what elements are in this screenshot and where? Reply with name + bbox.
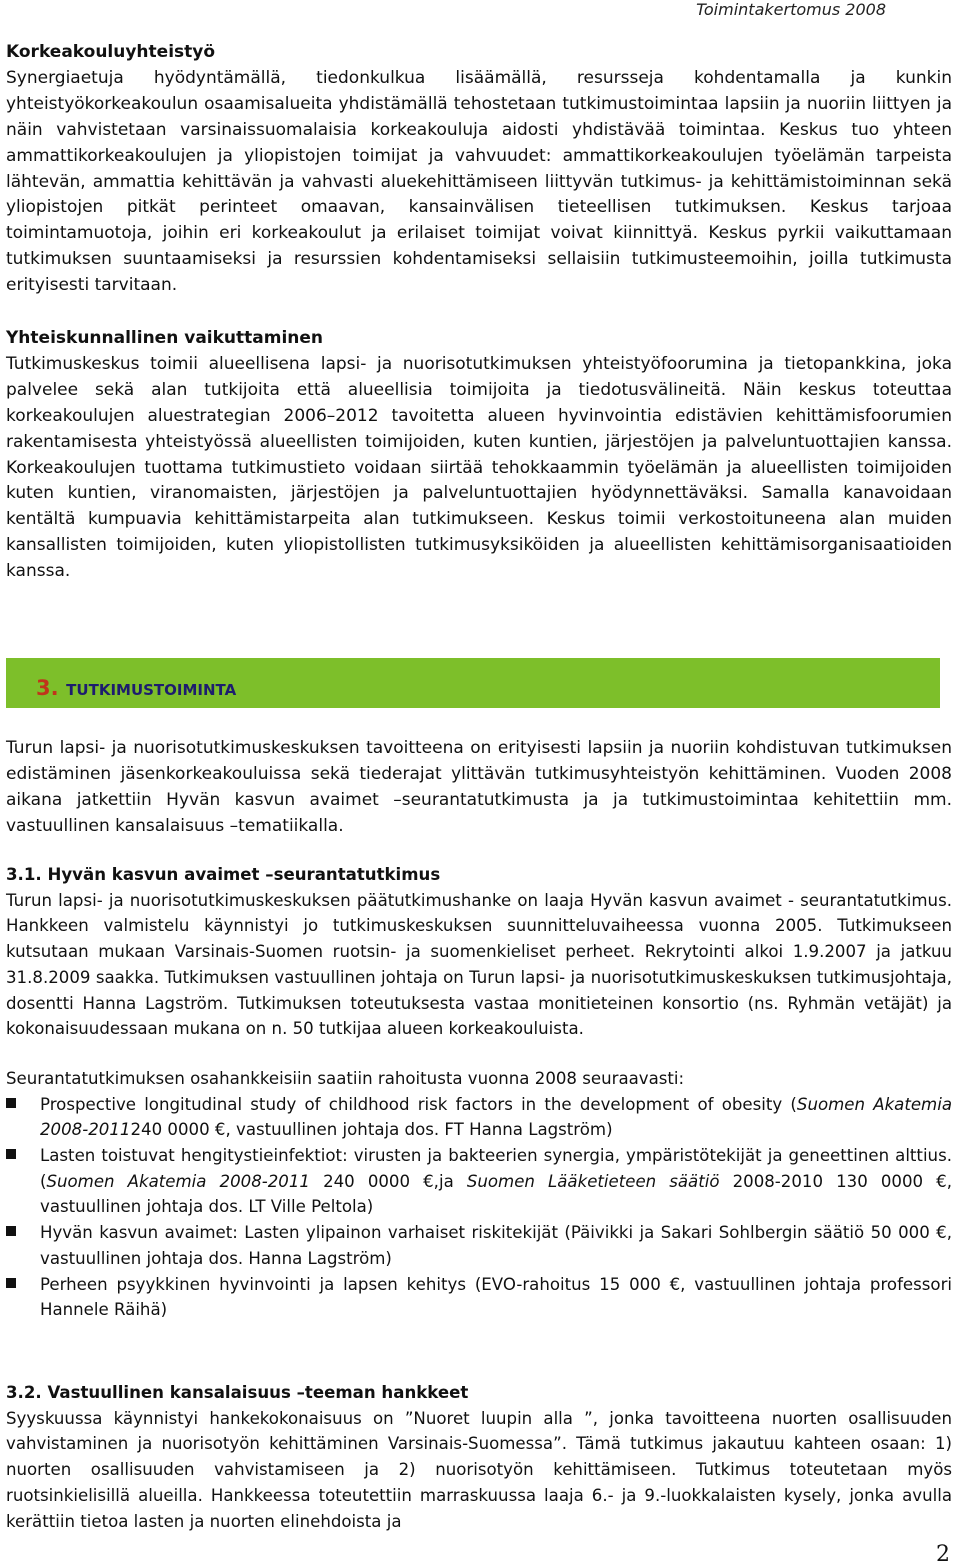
section-heading: 3.1. Hyvän kasvun avaimet –seurantatutkimus <box>6 865 441 884</box>
paragraph: Tutkimuskeskus toimii alueellisena lapsi- ja nuorisotutkimuksen yhteistyöfoorumina ja tietopankkina, joka palvelee sekä alan tutkijoita että alueellisia toimijoita ja tiedotusvälineitä. Näin keskus toteuttaa korkeakoulujen aluestrategian 2006–2012 tavoitetta alueen hyvinvointia edistävien kehittämisfoorumien rakentamisesta yhteistyössä alueellisten toimijoiden, kuten kuntien, järjestöjen ja palveluntuottajien kanssa. Korkeakoulujen tuottama tutkimustieto voidaan siirtää tehokkaammin työelämän ja alueellisten toimijoiden kuten kuntien, viranomaisten, järjestöjen ja palveluntuottajien hyödynnettäväksi. Samalla kanavoidaan kentältä kumpuavia kehittämistarpeita alan tutkimukseen. Keskus toimii verkostoituneena alan muiden kansallisten toimijoiden, kuten yliopistollisten tutkimusyksiköiden ja alueellisten kehittämisorganisaatioiden kanssa. <box>6 353 952 582</box>
section-tutkimus-intro <box>6 736 952 840</box>
chapter-number: 3. <box>36 676 59 700</box>
list-item: Lasten toistuvat hengitystieinfektiot: virusten ja bakteerien synergia, ympäristötekijät ja geneettinen alttius. (Suomen Akatemia 2008-2011 240 0000 €,ja Suomen Lääketieteen säätiö 2008-2010 130 0000 €, vastuullinen johtaja dos. LT Ville Peltola) <box>6 1143 952 1220</box>
chapter-title: TUTKIMUSTOIMINTA <box>66 681 237 699</box>
funding-list <box>6 1092 952 1323</box>
section-korkeakouluyhteistyo <box>6 40 952 299</box>
square-bullet-icon <box>6 1278 16 1288</box>
section-3-2 <box>6 1380 952 1534</box>
paragraph: Turun lapsi- ja nuorisotutkimuskeskuksen päätutkimushanke on laaja Hyvän kasvun avaimet - seurantatutkimus. Hankkeen valmistelu käynnistyi jo tutkimuskeskuksen suunnitteluvaiheessa vuonna 2005. Tutkimukseen kutsutaan mukaan Varsinais-Suomen ruotsin- ja suomenkieliset perheet. Rekrytointi alkoi 1.9.2007 ja jatkuu 31.8.2009 saakka. Tutkimuksen vastuullinen johtaja on Turun lapsi- ja nuorisotutkimuskeskuksen tutkimusjohtaja, dosentti Hanna Lagström. Tutkimuksen toteutuksesta vastaa monitieteinen konsortio (ns. Ryhmän vetäjät) ja kokonaisuudessaan mukana on n. 50 tutkijaa alueen korkeakouluista. <box>6 890 952 1039</box>
list-item: Perheen psyykkinen hyvinvointi ja lapsen kehitys (EVO-rahoitus 15 000 €, vastuullinen johtaja professori Hannele Räihä) <box>6 1272 952 1323</box>
section-heading: Korkeakouluyhteistyö <box>6 42 216 62</box>
paragraph: Syyskuussa käynnistyi hankekokonaisuus on ”Nuoret luupin alla ”, jonka tavoitteena nuorten osallisuuden vahvistaminen ja nuorisotyön kehittäminen Varsinais-Suomessa”. Tämä tutkimus jakautuu kahteen osaan: 1) nuorten osallisuuden vahvistamiseen ja 2) nuorisotyön kehittämiseen. Tutkimus toteutetaan myös ruotsinkielisillä alueilla. Hankkeessa toteutettiin marraskuussa laaja 6.- ja 9.-luokkalaisten kysely, jonka avulla kerättiin tietoa lasten ja nuorten elinehdoista ja <box>6 1408 952 1531</box>
square-bullet-icon <box>6 1098 16 1108</box>
running-header: Toimintakertomus 2008 <box>696 0 886 19</box>
square-bullet-icon <box>6 1149 16 1159</box>
list-item: Prospective longitudinal study of childhood risk factors in the development of obesity (Suomen Akatemia 2008-2011240 0000 €, vastuullinen johtaja dos. FT Hanna Lagström) <box>6 1092 952 1143</box>
paragraph: Turun lapsi- ja nuorisotutkimuskeskuksen tavoitteena on erityisesti lapsiin ja nuoriin kohdistuvan tutkimuksen edistäminen jäsenkorkeakouluissa sekä tiederajat ylittävän tutkimusyhteistyön kehittäminen. Vuoden 2008 aikana jatkettiin Hyvän kasvun avaimet –seurantatutkimusta ja ja tutkimustoimintaa kehitettiin mm. vastuullinen kansalaisuus –tematiikalla. <box>6 738 952 836</box>
list-item: Hyvän kasvun avaimet: Lasten ylipainon varhaiset riskitekijät (Päivikki ja Sakari Sohlbergin säätiö 50 000 €, vastuullinen johtaja dos. Hanna Lagström) <box>6 1220 952 1271</box>
chapter-band <box>6 658 940 708</box>
section-heading: 3.2. Vastuullinen kansalaisuus –teeman hankkeet <box>6 1383 469 1402</box>
paragraph: Synergiaetuja hyödyntämällä, tiedonkulkua lisäämällä, resursseja kohdentamalla ja kunkin yhteistyökorkeakoulun osaamisalueita yhdistämällä tehostetaan tutkimustoimintaa lapsiin ja nuoriin liittyen ja näin vahvistetaan varsinaissuomalaisia korkeakouluja aidosti yhdistävää toimintaa. Keskus tuo yhteen ammattikorkeakoulujen ja yliopistojen toimijat ja vahvuudet: ammattikorkeakoulujen työelämän tarpeista lähtevän, ammattia kehittävän ja vahvasti aluekehittämiseen liittyvän tutkimus- ja kehittämistoiminnan sekä yliopistojen pitkät perinteet omaavan, kansainvälisen tieteellisen tutkimuksen. Keskus tarjoaa toimintamuotoja, joihin eri korkeakoulut ja erilaiset toimijat voivat kiinnittyä. Keskus pyrkii vaikuttamaan tutkimuksen suuntaamiseksi ja resurssien kohdentamiseksi sellaisiin tutkimusteemoihin, joilla tutkimusta erityisesti tarvitaan. <box>6 67 952 296</box>
section-heading: Yhteiskunnallinen vaikuttaminen <box>6 328 324 348</box>
square-bullet-icon <box>6 1226 16 1236</box>
funding-intro: Seurantatutkimuksen osahankkeisiin saatiin rahoitusta vuonna 2008 seuraavasti: <box>6 1068 685 1088</box>
page-number: 2 <box>936 1542 950 1567</box>
section-yhteiskunnallinen <box>6 326 952 585</box>
section-3-1 <box>6 862 952 1323</box>
